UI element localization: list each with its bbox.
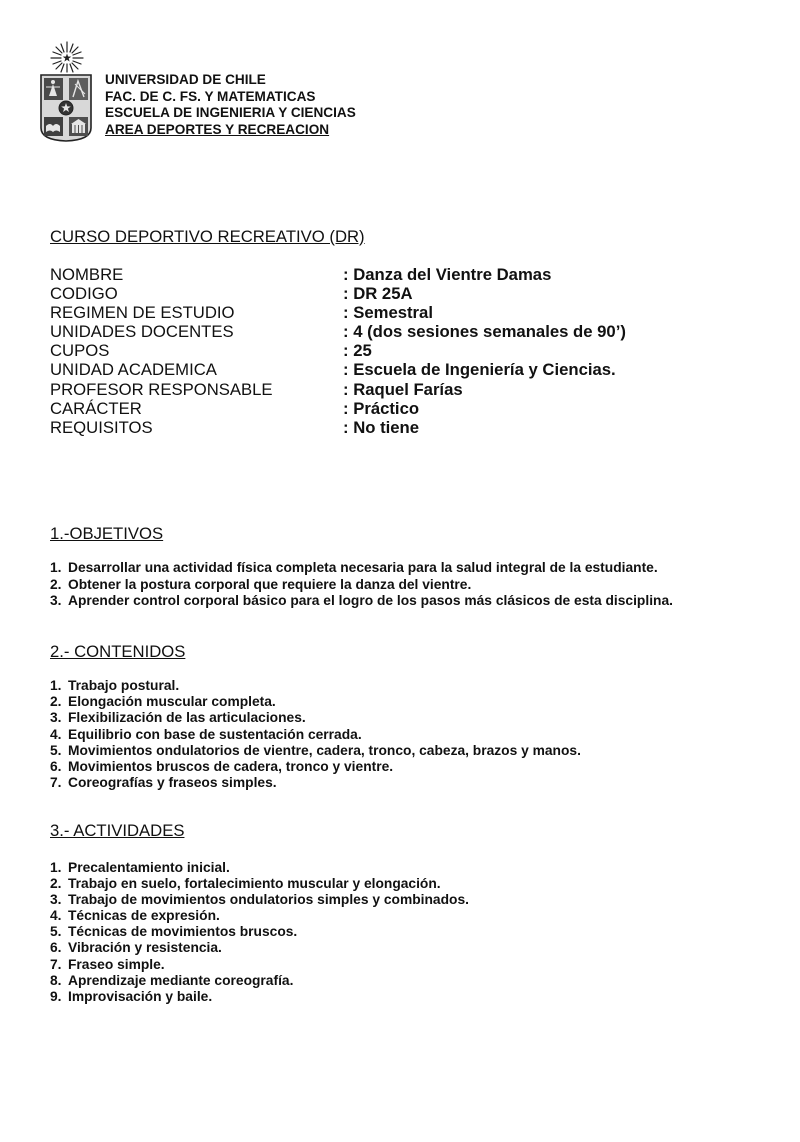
list-item: [50, 989, 770, 1005]
field-value: : No tiene: [343, 417, 420, 437]
field-row-nombre: [50, 265, 750, 284]
list-item: [50, 940, 770, 956]
school-name: ESCUELA DE INGENIERIA Y CIENCIAS: [105, 105, 356, 121]
field-row-unidades-docentes: [50, 322, 750, 341]
item-number: 3.: [50, 710, 62, 726]
university-crest-icon: [40, 40, 92, 142]
field-label: NOMBRE: [50, 265, 124, 284]
list-item: [50, 957, 770, 973]
section-title-objetivos: 1.-OBJETIVOS: [50, 524, 164, 543]
list-item: [50, 775, 770, 791]
list-item: [50, 560, 770, 577]
section-title-contenidos: 2.- CONTENIDOS: [50, 642, 186, 661]
field-row-unidad-academica: [50, 360, 750, 379]
item-number: 3.: [50, 593, 62, 608]
item-text: Técnicas de movimientos bruscos.: [68, 924, 298, 940]
institution-header: [105, 72, 356, 139]
field-row-requisitos: [50, 418, 750, 437]
university-name: UNIVERSIDAD DE CHILE: [105, 72, 266, 87]
item-number: 5.: [50, 742, 62, 758]
field-label: REGIMEN DE ESTUDIO: [50, 303, 235, 323]
list-item: [50, 694, 770, 710]
item-number: 5.: [50, 924, 62, 940]
field-label: UNIDAD ACADEMICA: [50, 360, 217, 380]
course-title: CURSO DEPORTIVO RECREATIVO (DR): [50, 227, 365, 246]
item-text: Trabajo de movimientos ondulatorios simples y combinados.: [68, 892, 469, 908]
section-title-actividades: 3.- ACTIVIDADES: [50, 821, 185, 840]
item-number: 8.: [50, 972, 62, 988]
item-number: 2.: [50, 694, 62, 710]
item-number: 2.: [50, 876, 62, 892]
field-value: : Práctico: [343, 398, 420, 418]
item-text: Trabajo postural.: [68, 678, 180, 693]
field-label: CODIGO: [50, 284, 118, 304]
list-item: [50, 908, 770, 924]
field-row-regimen: [50, 303, 750, 322]
objetivos-list: [50, 560, 770, 610]
area-name: AREA DEPORTES Y RECREACION: [105, 122, 330, 138]
list-item: [50, 759, 770, 775]
field-label: UNIDADES DOCENTES: [50, 322, 234, 342]
list-item: [50, 973, 770, 989]
field-value: : Danza del Vientre Damas: [343, 265, 552, 284]
item-text: Flexibilización de las articulaciones.: [68, 710, 306, 726]
item-number: 7.: [50, 956, 62, 972]
item-text: Movimientos ondulatorios de vientre, cadera, tronco, cabeza, brazos y manos.: [68, 742, 581, 758]
item-text: Elongación muscular completa.: [68, 694, 276, 710]
field-value: : 4 (dos sesiones semanales de 90’): [343, 322, 626, 342]
item-number: 1.: [50, 560, 62, 575]
item-number: 4.: [50, 908, 62, 924]
item-text: Coreografías y fraseos simples.: [68, 775, 277, 791]
field-label: PROFESOR RESPONSABLE: [50, 379, 273, 399]
field-label: CUPOS: [50, 341, 110, 361]
list-item: [50, 727, 770, 743]
list-item: [50, 876, 770, 892]
item-number: 9.: [50, 988, 62, 1004]
field-label: CARÁCTER: [50, 398, 142, 418]
item-number: 4.: [50, 726, 62, 742]
item-number: 1.: [50, 678, 62, 693]
item-text: Improvisación y baile.: [68, 988, 213, 1004]
item-text: Fraseo simple.: [68, 956, 165, 972]
course-fields: [50, 265, 750, 437]
list-item: [50, 577, 770, 594]
item-text: Aprendizaje mediante coreografía.: [68, 972, 294, 988]
field-label: REQUISITOS: [50, 417, 153, 437]
item-text: Desarrollar una actividad física completa necesaria para la salud integral de la estudiante.: [68, 560, 658, 575]
contenidos-list: [50, 678, 770, 791]
field-value: : Semestral: [343, 303, 433, 323]
field-row-codigo: [50, 284, 750, 303]
item-text: Aprender control corporal básico para el logro de los pasos más clásicos de esta disciplina.: [68, 593, 673, 608]
item-text: Trabajo en suelo, fortalecimiento muscular y elongación.: [68, 876, 441, 892]
field-value: : DR 25A: [343, 284, 413, 304]
item-text: Equilibrio con base de sustentación cerrada.: [68, 726, 362, 742]
item-number: 3.: [50, 892, 62, 908]
faculty-name: FAC. DE C. FS. Y MATEMATICAS: [105, 88, 316, 104]
field-value: : Raquel Farías: [343, 379, 463, 399]
list-item: [50, 743, 770, 759]
list-item: [50, 710, 770, 726]
item-number: 6.: [50, 758, 62, 774]
item-number: 2.: [50, 576, 62, 592]
list-item: [50, 892, 770, 908]
item-text: Movimientos bruscos de cadera, tronco y vientre.: [68, 758, 394, 774]
field-value: : 25: [343, 341, 372, 361]
list-item: [50, 593, 770, 610]
item-text: Precalentamiento inicial.: [68, 860, 230, 875]
item-number: 6.: [50, 940, 62, 956]
item-text: Técnicas de expresión.: [68, 908, 220, 924]
field-value: : Escuela de Ingeniería y Ciencias.: [343, 360, 616, 380]
item-number: 7.: [50, 775, 62, 791]
actividades-list: [50, 860, 770, 1005]
field-row-cupos: [50, 341, 750, 360]
field-row-profesor: [50, 380, 750, 399]
list-item: [50, 678, 770, 694]
list-item: [50, 924, 770, 940]
field-row-caracter: [50, 399, 750, 418]
list-item: [50, 860, 770, 876]
item-number: 1.: [50, 860, 62, 875]
item-text: Vibración y resistencia.: [68, 940, 222, 956]
item-text: Obtener la postura corporal que requiere la danza del vientre.: [68, 576, 472, 592]
